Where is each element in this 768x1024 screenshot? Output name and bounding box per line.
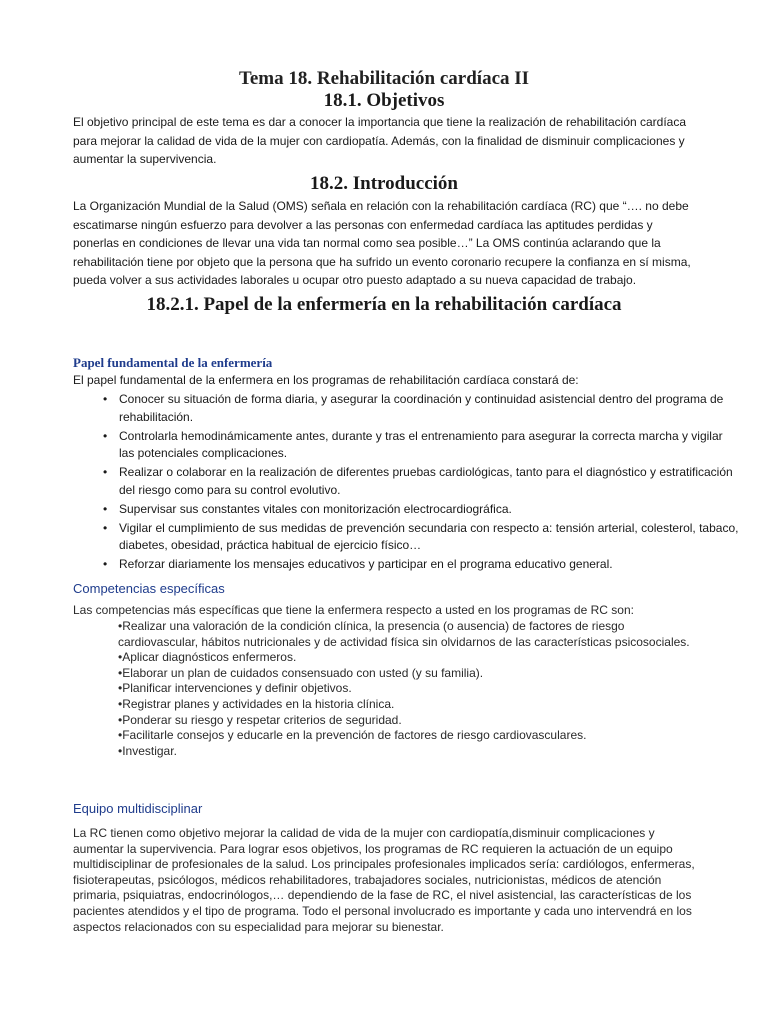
list-item: •Aplicar diagnósticos enfermeros. bbox=[118, 650, 297, 665]
list-item: •Registrar planes y actividades en la historia clínica. bbox=[118, 696, 395, 711]
list-item bbox=[103, 501, 739, 519]
competencias-heading: Competencias específicas bbox=[73, 581, 225, 596]
list-item-text: Supervisar sus constantes vitales con monitorización electrocardiográfica. bbox=[119, 501, 512, 516]
bullet-icon: • bbox=[103, 520, 108, 535]
objetivos-paragraph: El objetivo principal de este tema es dar a conocer la importancia que tiene la realización de rehabilitación cardíaca para mejorar la calidad de vida de la mujer con cardiopatía. Además, con la finalidad de disminuir complicaciones y aumentar la supervivencia. bbox=[73, 115, 687, 166]
list-item: •Ponderar su riesgo y respetar criterios de seguridad. bbox=[118, 712, 402, 727]
list-item bbox=[103, 391, 739, 426]
list-item: •Realizar una valoración de la condición clínica, la presencia (o ausencia) de factores de riesgo cardiovascular, hábitos nutricionales y de actividad física sin olvidarnos de las características psicosociales. bbox=[118, 619, 690, 649]
competencias-intro: Las competencias más específicas que tiene la enfermera respecto a usted en los programas de RC son: bbox=[73, 603, 634, 617]
bullet-icon: • bbox=[103, 557, 108, 571]
bullet-icon: • bbox=[103, 392, 108, 406]
bullet-icon: • bbox=[103, 465, 108, 479]
list-item-text: Conocer su situación de forma diaria, y asegurar la coordinación y continuidad asistencial dentro del programa de rehabilitación. bbox=[119, 392, 724, 424]
document-title: Tema 18. Rehabilitación cardíaca II bbox=[238, 68, 530, 89]
list-item-text: Reforzar diariamente los mensajes educativos y participar en el programa educativo general. bbox=[119, 557, 613, 571]
list-item bbox=[103, 520, 739, 555]
papel-heading: 18.2.1. Papel de la enfermería en la rehabilitación cardíaca bbox=[146, 294, 622, 315]
equipo-heading: Equipo multidisciplinar bbox=[73, 801, 203, 816]
introduccion-paragraph: La Organización Mundial de la Salud (OMS) señala en relación con la rehabilitación cardíaca (RC) que “…. no debe escatimarse ningún esfuerzo para devolver a las personas con enfermedad cardíaca las aptitudes perdidas y ponerlas en condiciones de llevar una vida tan normal como sea posible…” La OMS continúa aclarando que la rehabilitación tiene por objeto que la persona que ha sufrido un evento coronario recupere la confianza en sí misma, pueda volver a sus actividades laborales u ocupar otro puesto adaptado a su nueva capacidad de trabajo. bbox=[73, 199, 691, 287]
list-item-text: Vigilar el cumplimiento de sus medidas de prevención secundaria con respecto a: tensión arterial, colesterol, tabaco, diabetes, obesidad, práctica habitual de ejercicio físico… bbox=[119, 520, 739, 552]
introduccion-heading: 18.2. Introducción bbox=[310, 173, 458, 194]
list-item bbox=[103, 556, 739, 574]
papel-intro: El papel fundamental de la enfermera en los programas de rehabilitación cardíaca constará de: bbox=[73, 373, 579, 387]
list-item bbox=[103, 428, 739, 463]
list-item: •Elaborar un plan de cuidados consensuado con usted (y su familia). bbox=[118, 665, 484, 680]
list-item: •Investigar. bbox=[118, 743, 177, 758]
competencias-list bbox=[118, 619, 698, 759]
list-item bbox=[103, 464, 739, 499]
equipo-paragraph: La RC tienen como objetivo mejorar la calidad de vida de la mujer con cardiopatía,disminuir complicaciones y aumentar la supervivencia. Para lograr esos objetivos, los programas de RC requieren la actuación de un equipo multidisciplinar de profesionales de la salud. Los principales profesionales implicados sería: cardiólogos, enfermeras, fisioterapeutas, psicólogos, médicos rehabilitadores, trabajadores sociales, nutricionistas, médicos de atención primaria, psiquiatras, endocrinólogos,… dependiendo de la fase de RC, el nivel asistencial, las características de los pacientes atendidos y el tipo de programa. Todo el personal involucrado es importante y cada uno intervendrá en los aspectos relacionados con su especialidad para mejorar su bienestar. bbox=[73, 826, 695, 934]
list-item-text: Controlarla hemodinámicamente antes, durante y tras el entrenamiento para asegurar la correcta marcha y vigilar las potenciales complicaciones. bbox=[119, 428, 723, 460]
papel-bullet-list bbox=[73, 391, 739, 575]
bullet-icon: • bbox=[103, 501, 108, 516]
list-item: •Planificar intervenciones y definir objetivos. bbox=[118, 681, 352, 696]
papel-subheading: Papel fundamental de la enfermería bbox=[73, 355, 273, 370]
objetivos-heading: 18.1. Objetivos bbox=[323, 90, 445, 111]
list-item-text: Realizar o colaborar en la realización de diferentes pruebas cardiológicas, tanto para el diagnóstico y estratificación del riesgo como para su control evolutivo. bbox=[119, 465, 733, 497]
list-item: •Facilitarle consejos y educarle en la prevención de factores de riesgo cardiovasculares. bbox=[118, 728, 587, 743]
bullet-icon: • bbox=[103, 428, 108, 443]
